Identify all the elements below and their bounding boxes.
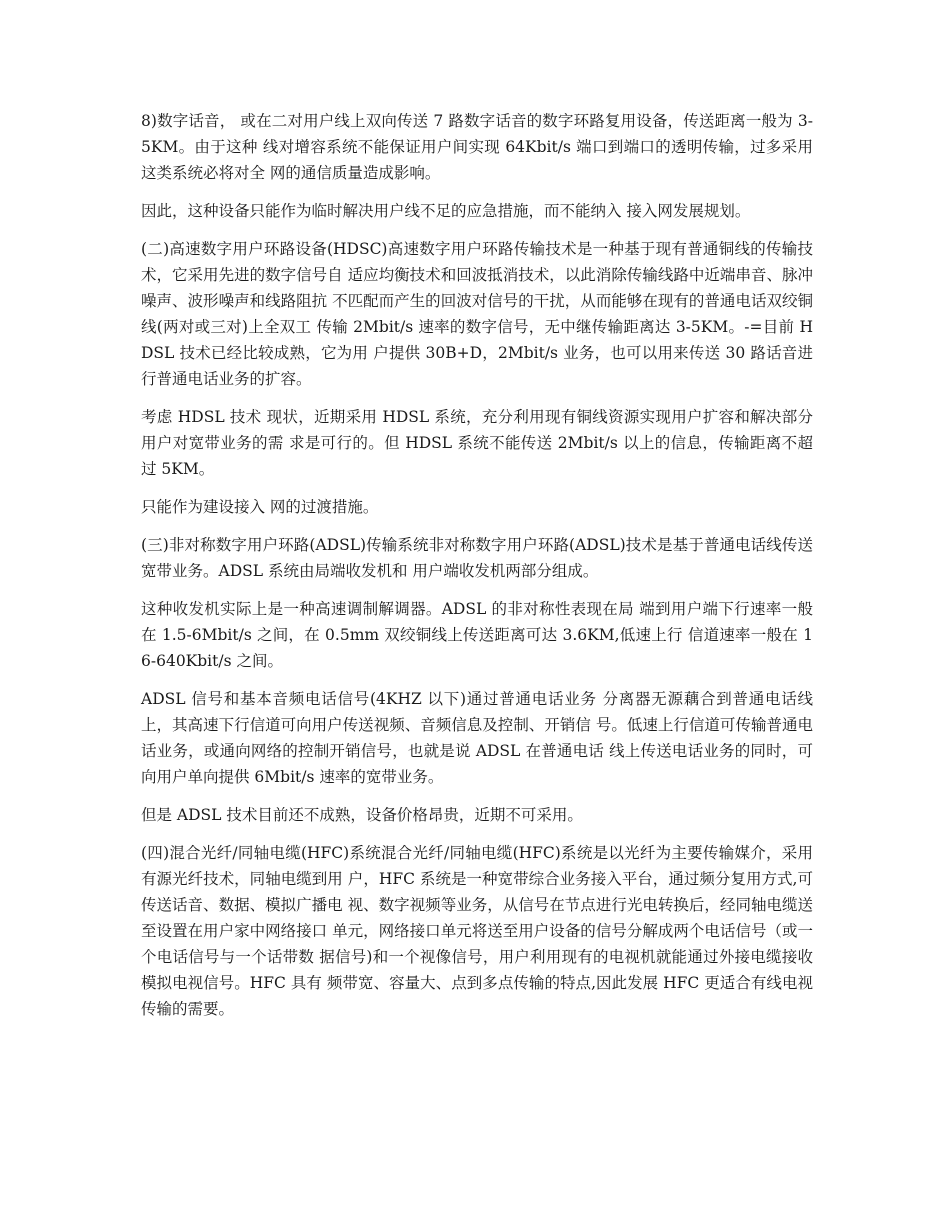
paragraph-digital-voice: 8)数字话音， 或在二对用户线上双向传送 7 路数字话音的数字环路复用设备，传送距离一般为 3-5KM。由于这种 线对增容系统不能保证用户间实现 64Kbit/s 端口到端口的透明传输，过多采用这类系统必将对全 网的通信质量造成影响。 bbox=[141, 112, 813, 182]
paragraph-hdsl-status: 考虑 HDSL 技术 现状，近期采用 HDSL 系统，充分利用现有铜线资源实现用户扩容和解决部分用户对宽带业务的需 求是可行的。但 HDSL 系统不能传送 2Mbit/s 以上的信息，传输距离不超过 5KM。 bbox=[141, 408, 813, 478]
paragraph-hdsl-intro: (二)高速数字用户环路设备(HDSC)高速数字用户环路传输技术是一种基于现有普通铜线的传输技术，它采用先进的数字信号自 适应均衡技术和回波抵消技术，以此消除传输线路中近端串音、脉冲噪声、波形噪声和线路阻抗 不匹配而产生的回波对信号的干扰，从而能够在现有的普通电话双绞铜线(两对或三对)上全双工 传输 2Mbit/s 速率的数字信号，无中继传输距离达 3-5KM。-=目前 HDSL 技术已经比较成熟，它为用 户提供 30B+D，2Mbit/s 业务，也可以用来传送 30 路话音进行普通电话业务的扩容。 bbox=[141, 240, 813, 388]
paragraph-adsl-signal: ADSL 信号和基本音频电话信号(4KHZ 以下)通过普通电话业务 分离器无源藕合到普通电话线上，其高速下行信道可向用户传送视频、音频信息及控制、开销信 号。低速上行信道可传输普通电话业务，或通向网络的控制开销信号，也就是说 ADSL 在普通电话 线上传送电话业务的同时，可向用户单向提供 6Mbit/s 速率的宽带业务。 bbox=[141, 690, 813, 786]
document-page bbox=[141, 108, 813, 1034]
paragraph-adsl-immature: 但是 ADSL 技术目前还不成熟，设备价格昂贵，近期不可采用。 bbox=[141, 806, 583, 824]
paragraph-adsl-modem: 这种收发机实际上是一种高速调制解调器。ADSL 的非对称性表现在局 端到用户端下行速率一般在 1.5-6Mbit/s 之间，在 0.5mm 双绞铜线上传送距离可达 3.6KM,低速上行 信道速率一般在 16-640Kbit/s 之间。 bbox=[141, 600, 813, 670]
paragraph-adsl-intro: (三)非对称数字用户环路(ADSL)传输系统非对称数字用户环路(ADSL)技术是基于普通电话线传送宽带业务。ADSL 系统由局端收发机和 用户端收发机两部分组成。 bbox=[141, 536, 813, 580]
paragraph-transition-measure: 只能作为建设接入 网的过渡措施。 bbox=[141, 498, 379, 516]
paragraph-temporary-measure: 因此，这种设备只能作为临时解决用户线不足的应急措施，而不能纳入 接入网发展规划。 bbox=[141, 202, 751, 220]
paragraph-hfc: (四)混合光纤/同轴电缆(HFC)系统混合光纤/同轴电缆(HFC)系统是以光纤为主要传输媒介，采用有源光纤技术，同轴电缆到用 户，HFC 系统是一种宽带综合业务接入平台，通过频分复用方式,可传送话音、数据、模拟广播电 视、数字视频等业务，从信号在节点进行光电转换后，经同轴电缆送至设置在用户家中网络接口 单元，网络接口单元将送至用户设备的信号分解成两个电话信号（或一个电话信号与一个话带数 据信号)和一个视像信号，用户利用现有的电视机就能通过外接电缆接收模拟电视信号。HFC 具有 频带宽、容量大、点到多点传输的特点,因此发展 HFC 更适合有线电视传输的需要。 bbox=[141, 844, 813, 1018]
